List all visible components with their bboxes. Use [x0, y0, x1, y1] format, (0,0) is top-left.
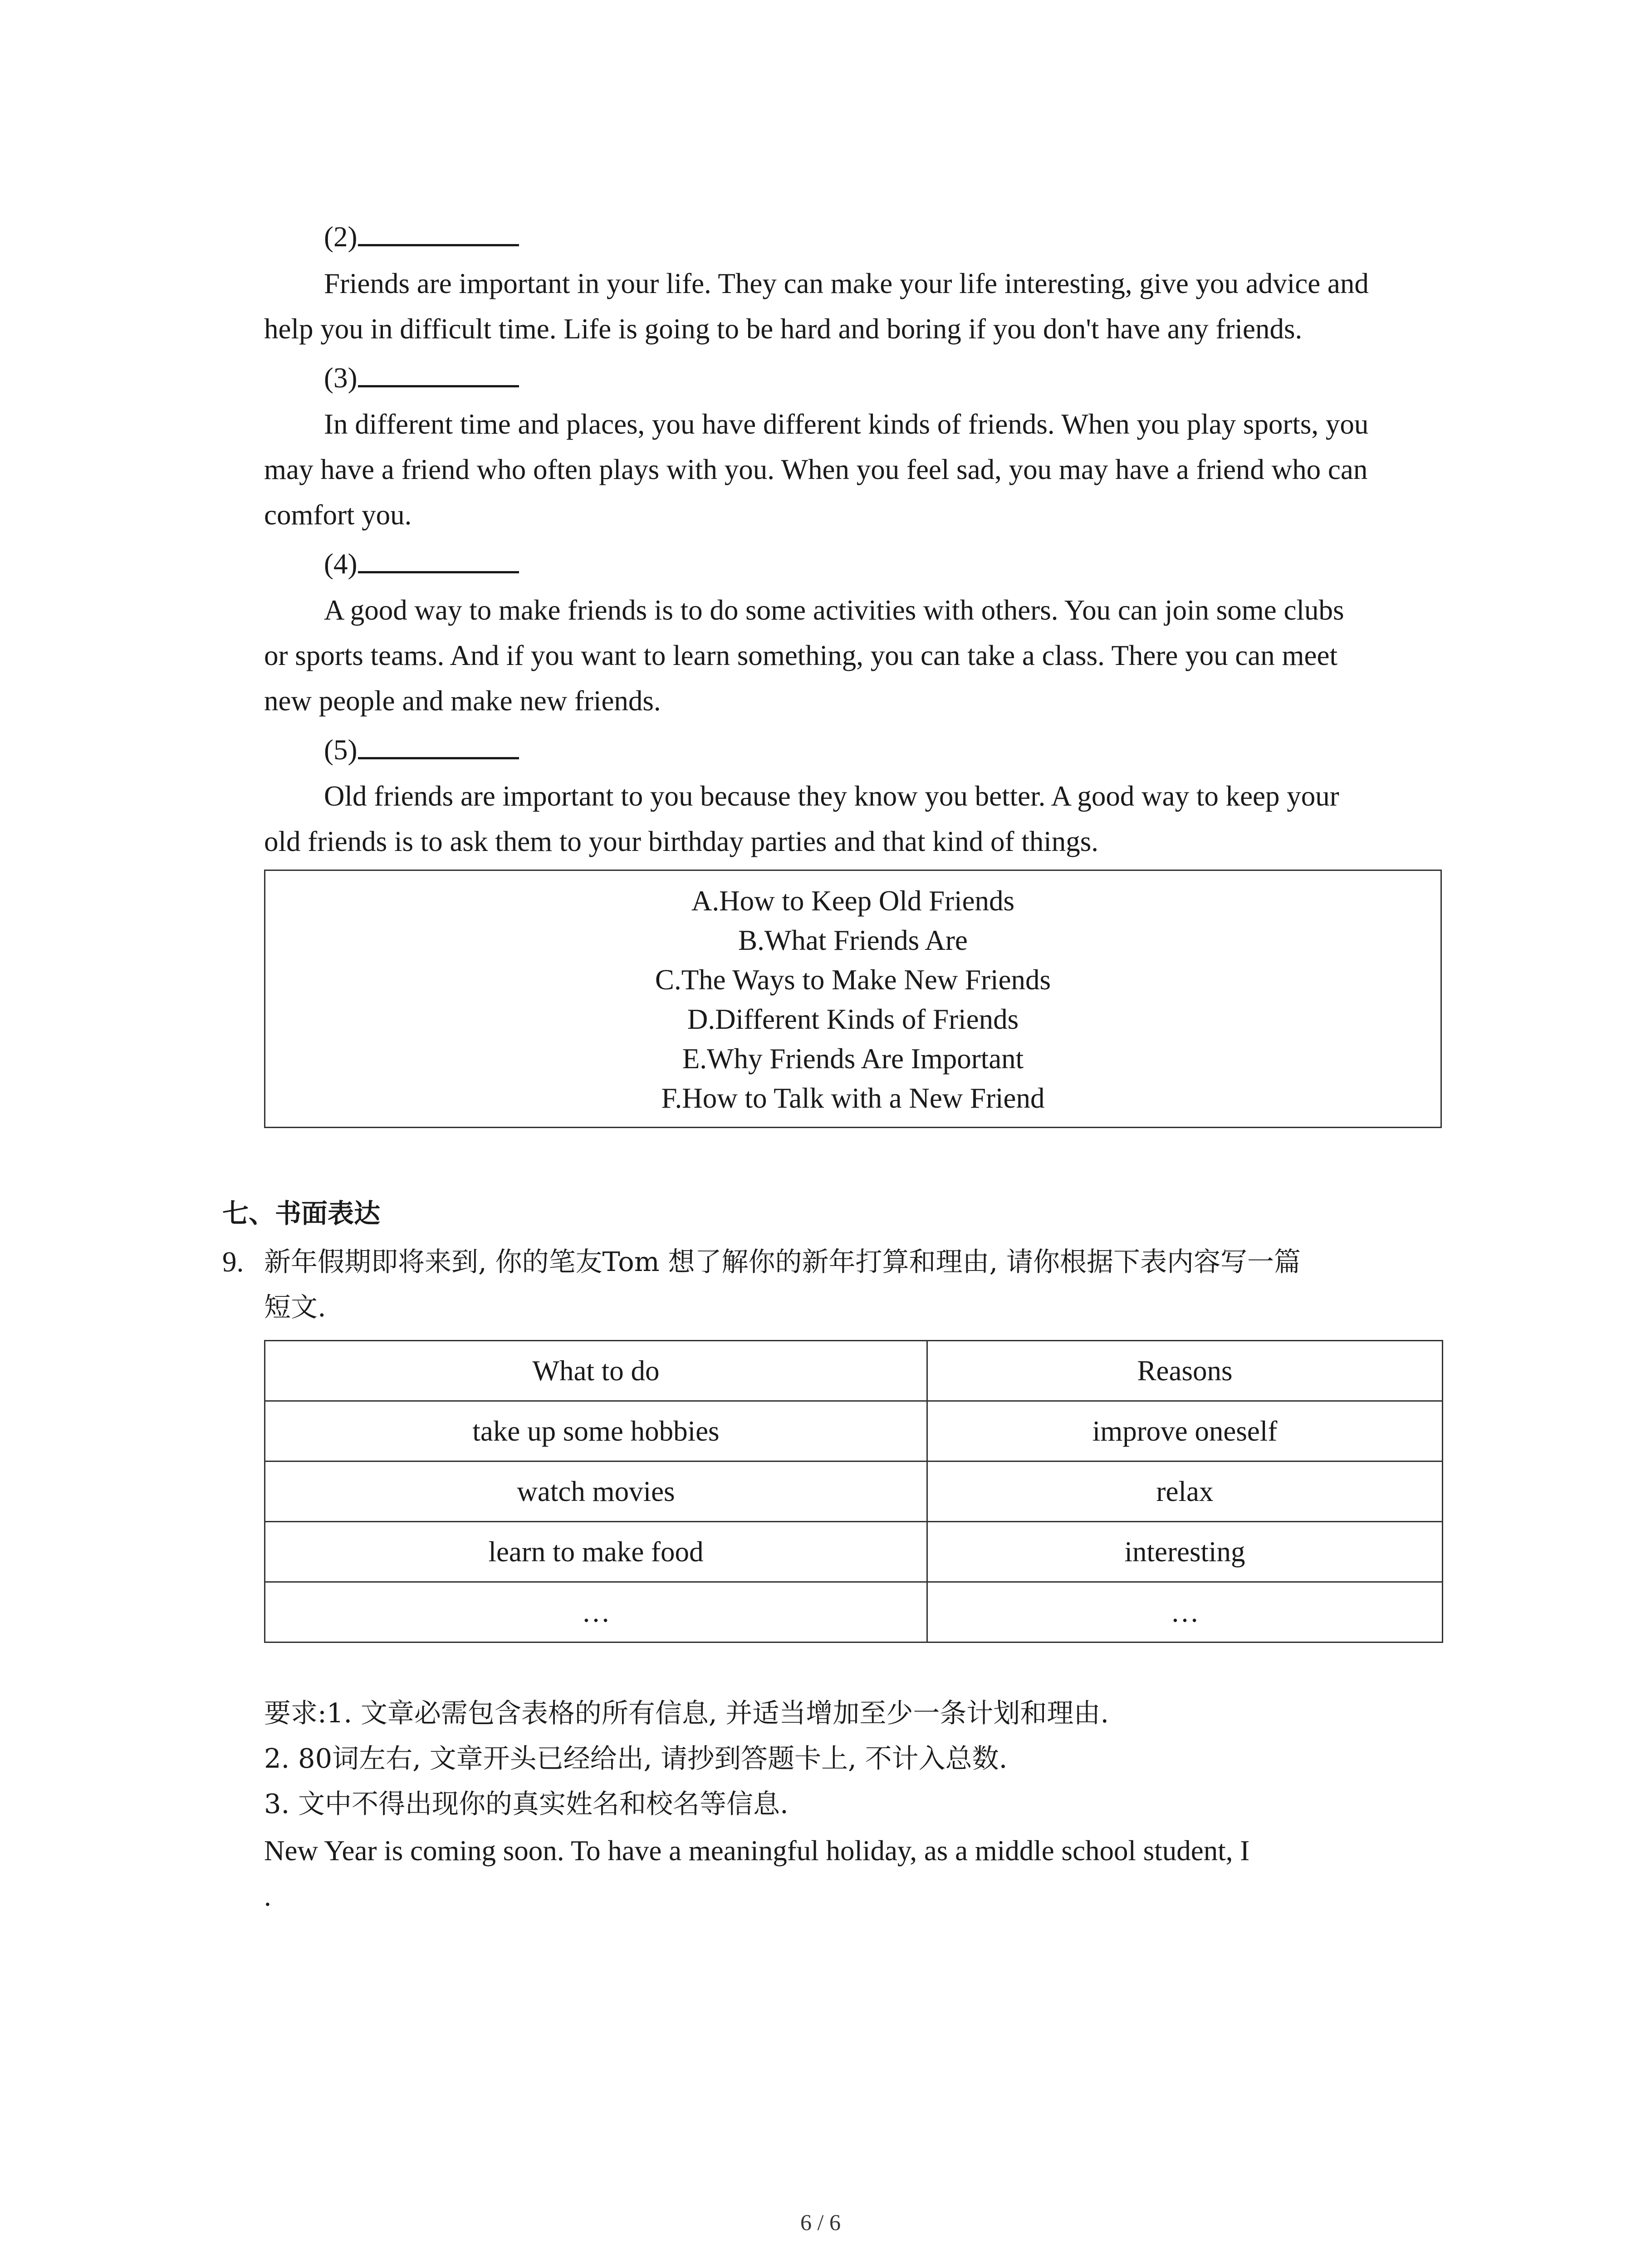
table-cell: interesting [927, 1522, 1443, 1582]
opening-line: New Year is coming soon. To have a meaningful holiday, as a middle school student, I [264, 1835, 1250, 1867]
answer-blank[interactable] [358, 217, 519, 246]
paragraph-line: help you in difficult time. Life is going to be hard and boring if you don't have any friends. [264, 313, 1303, 345]
answer-blank[interactable] [358, 358, 519, 387]
paragraph-line: old friends is to ask them to your birthday parties and that kind of things. [264, 826, 1098, 857]
option-b: B.What Friends Are [738, 924, 968, 956]
paragraph-line: may have a friend who often plays with you. When you feel sad, you may have a friend who can [264, 454, 1368, 485]
table-cell: watch movies [265, 1461, 927, 1522]
table-cell: relax [927, 1461, 1443, 1522]
requirement-2: 2. 80词左右, 文章开头已经给出, 请抄到答题卡上, 不计入总数. [264, 1743, 1008, 1774]
option-f: F.How to Talk with a New Friend [661, 1082, 1045, 1114]
page-number: 6 / 6 [800, 2209, 841, 2235]
plan-table [264, 1340, 1443, 1643]
blank-2 [324, 214, 519, 259]
table-cell: … [265, 1582, 927, 1642]
answer-blank[interactable] [358, 730, 519, 759]
table-cell: improve oneself [927, 1401, 1443, 1461]
requirement-3: 3. 文中不得出现你的真实姓名和校名等信息. [264, 1788, 789, 1819]
paragraph-line: A good way to make friends is to do some activities with others. You can join some clubs [324, 594, 1344, 626]
blank-label: (2) [324, 221, 358, 253]
option-c: C.The Ways to Make New Friends [655, 964, 1051, 996]
option-e: E.Why Friends Are Important [682, 1043, 1024, 1075]
blank-4 [324, 541, 519, 587]
paragraph-line: Old friends are important to you because they know you better. A good way to keep your [324, 780, 1339, 812]
table-cell: take up some hobbies [265, 1401, 927, 1461]
paragraph-line: comfort you. [264, 499, 412, 531]
table-row [265, 1461, 1443, 1522]
option-d: D.Different Kinds of Friends [687, 1003, 1019, 1035]
section-title: 七、书面表达 [222, 1198, 381, 1229]
table-cell: … [927, 1582, 1443, 1642]
requirement-1: 要求:1. 文章必需包含表格的所有信息, 并适当增加至少一条计划和理由. [264, 1697, 1109, 1729]
table-header: What to do [265, 1341, 927, 1401]
opening-line-end: . [264, 1880, 271, 1912]
question-prompt: 新年假期即将来到, 你的笔友Tom 想了解你的新年打算和理由, 请你根据下表内容写一篇 [264, 1246, 1301, 1277]
table-row [265, 1522, 1443, 1582]
blank-label: (4) [324, 548, 358, 580]
table-header: Reasons [927, 1341, 1443, 1401]
paragraph-line: new people and make new friends. [264, 685, 661, 717]
paragraph-line: or sports teams. And if you want to learn something, you can take a class. There you can meet [264, 640, 1337, 671]
question-number: 9. [222, 1246, 244, 1278]
blank-label: (3) [324, 362, 358, 394]
option-a: A.How to Keep Old Friends [691, 885, 1015, 917]
paragraph-line: In different time and places, you have different kinds of friends. When you play sports, you [324, 408, 1369, 440]
table-row [265, 1582, 1443, 1642]
blank-3 [324, 355, 519, 401]
options-box [264, 870, 1442, 1128]
table-cell: learn to make food [265, 1522, 927, 1582]
answer-blank[interactable] [358, 544, 519, 573]
question-prompt-cont: 短文. [264, 1291, 326, 1323]
table-row [265, 1401, 1443, 1461]
table-header-row [265, 1341, 1443, 1401]
paragraph-line: Friends are important in your life. They can make your life interesting, give you advice and [324, 268, 1369, 299]
blank-5 [324, 727, 519, 772]
blank-label: (5) [324, 734, 358, 766]
